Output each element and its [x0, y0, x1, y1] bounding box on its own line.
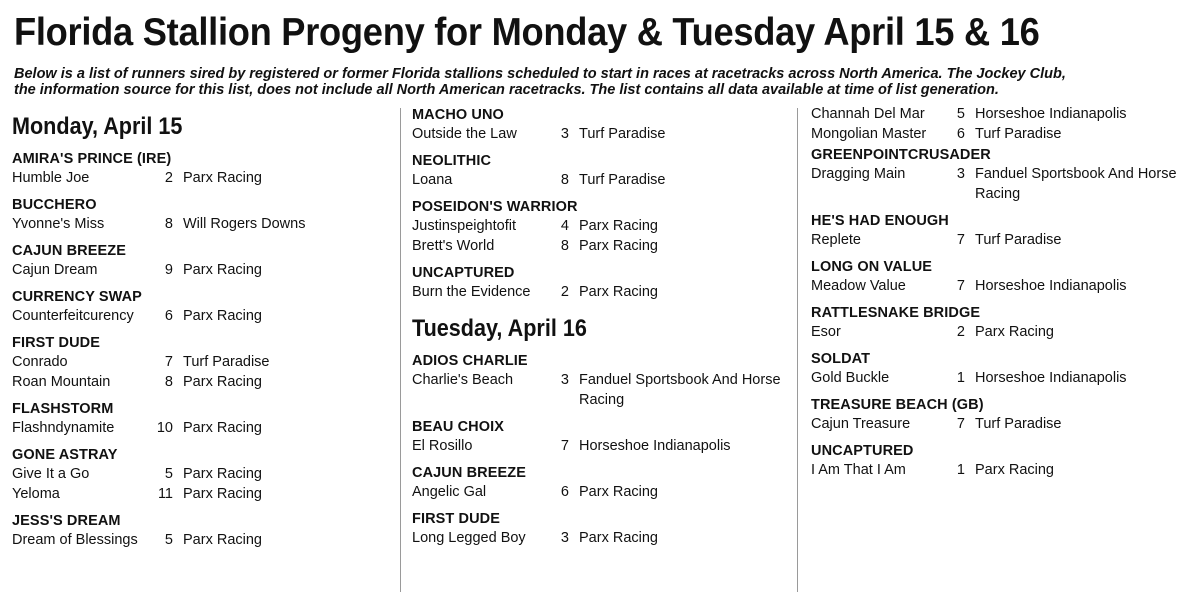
sire-group — [811, 212, 1191, 250]
runner-row — [412, 216, 782, 236]
day-heading-monday: Monday, April 15 — [12, 113, 183, 140]
horse-name: Yeloma — [12, 486, 60, 502]
sire-group — [412, 464, 782, 502]
horse-name: Esor — [811, 324, 841, 340]
horse-name: Humble Joe — [12, 170, 90, 186]
sire-name: UNCAPTURED — [811, 443, 914, 459]
race-number: 6 — [164, 308, 173, 324]
runner-row — [12, 464, 392, 484]
track-name: Parx Racing — [579, 484, 658, 500]
runner-row — [412, 282, 782, 302]
runner-row — [12, 530, 392, 550]
sire-name: LONG ON VALUE — [811, 259, 933, 275]
intro-line-2: the information source for this list, does not include all North American racetracks. The list contains all data available at time of list generation. — [14, 82, 999, 98]
runner-row — [412, 482, 782, 502]
track-name: Parx Racing — [183, 170, 262, 186]
sire-name: NEOLITHIC — [412, 153, 492, 169]
track-name: Horseshoe Indianapolis — [579, 438, 731, 454]
race-number: 4 — [560, 218, 569, 234]
sire-list — [12, 150, 392, 550]
horse-name: Roan Mountain — [12, 374, 111, 390]
race-number: 2 — [956, 324, 965, 340]
sire-group — [412, 418, 782, 456]
horse-name: Dragging Main — [811, 166, 906, 182]
track-name: Parx Racing — [183, 486, 262, 502]
sire-group — [12, 288, 392, 326]
track-name: Turf Paradise — [579, 126, 666, 142]
race-number: 3 — [956, 166, 965, 182]
horse-name: Cajun Dream — [12, 262, 98, 278]
sire-name: HE'S HAD ENOUGH — [811, 213, 949, 229]
sire-name: CAJUN BREEZE — [412, 465, 526, 481]
race-number: 7 — [164, 354, 173, 370]
horse-name: Yvonne's Miss — [12, 216, 105, 232]
runner-row — [12, 352, 392, 372]
runner-row — [811, 276, 1191, 296]
horse-name: Outside the Law — [412, 126, 517, 142]
race-number: 7 — [560, 438, 569, 454]
sire-name: BUCCHERO — [12, 197, 97, 213]
track-name: Parx Racing — [183, 262, 262, 278]
race-number: 1 — [956, 462, 965, 478]
sire-name: AMIRA'S PRINCE (IRE) — [12, 151, 172, 167]
track-name: Parx Racing — [579, 218, 658, 234]
horse-name: Brett's World — [412, 238, 495, 254]
track-name: Parx Racing — [975, 324, 1054, 340]
horse-name: Dream of Blessings — [12, 532, 138, 548]
horse-name: Channah Del Mar — [811, 106, 925, 122]
sire-group — [412, 198, 782, 256]
sire-name: ADIOS CHARLIE — [412, 353, 528, 369]
track-name: Fanduel Sportsbook And Horse Racing — [579, 372, 781, 408]
runner-row — [412, 436, 782, 456]
horse-name: Long Legged Boy — [412, 530, 526, 546]
runner-row — [12, 168, 392, 188]
horse-name: Give It a Go — [12, 466, 90, 482]
sire-name: RATTLESNAKE BRIDGE — [811, 305, 981, 321]
sire-group — [412, 352, 782, 410]
sire-group — [811, 396, 1191, 434]
track-name: Horseshoe Indianapolis — [975, 370, 1127, 386]
race-number: 3 — [560, 126, 569, 142]
track-name: Horseshoe Indianapolis — [975, 106, 1127, 122]
runner-row — [12, 260, 392, 280]
horse-name: El Rosillo — [412, 438, 473, 454]
track-name: Parx Racing — [579, 284, 658, 300]
track-name: Parx Racing — [183, 532, 262, 548]
race-number: 2 — [164, 170, 173, 186]
runner-row — [412, 370, 782, 410]
race-number: 3 — [560, 372, 569, 388]
sire-list — [811, 146, 1191, 480]
horse-name: Angelic Gal — [412, 484, 487, 500]
sire-group — [412, 510, 782, 548]
track-name: Turf Paradise — [975, 416, 1062, 432]
race-number: 6 — [560, 484, 569, 500]
horse-name: Conrado — [12, 354, 68, 370]
race-number: 8 — [164, 374, 173, 390]
sire-group — [12, 446, 392, 504]
day-heading-tuesday: Tuesday, April 16 — [412, 315, 587, 342]
horse-name: Justinspeightofit — [412, 218, 516, 234]
runner-row — [12, 418, 392, 438]
race-number: 8 — [560, 172, 569, 188]
horse-name: Loana — [412, 172, 453, 188]
runner-row — [12, 372, 392, 392]
sire-group — [12, 150, 392, 188]
page-title: Florida Stallion Progeny for Monday & Tuesday April 15 & 16 — [14, 11, 1040, 54]
sire-group — [811, 146, 1191, 204]
track-name: Turf Paradise — [975, 232, 1062, 248]
horse-name: Meadow Value — [811, 278, 906, 294]
runner-row — [412, 236, 782, 256]
sire-name: POSEIDON'S WARRIOR — [412, 199, 578, 215]
sire-name: FIRST DUDE — [12, 335, 100, 351]
sire-name: CAJUN BREEZE — [12, 243, 126, 259]
sire-group — [412, 152, 782, 190]
horse-name: Mongolian Master — [811, 126, 927, 142]
runner-row — [811, 104, 1191, 124]
runner-row — [811, 124, 1191, 144]
sire-name: CURRENCY SWAP — [12, 289, 142, 305]
runner-row — [811, 164, 1191, 204]
runner-row — [12, 306, 392, 326]
race-number: 8 — [560, 238, 569, 254]
sire-group — [811, 442, 1191, 480]
track-name: Turf Paradise — [579, 172, 666, 188]
race-number: 9 — [164, 262, 173, 278]
race-number: 2 — [560, 284, 569, 300]
column-3 — [811, 104, 1191, 594]
horse-name: Replete — [811, 232, 861, 248]
horse-name: Counterfeitcurency — [12, 308, 134, 324]
track-name: Will Rogers Downs — [183, 216, 306, 232]
runner-row — [811, 414, 1191, 434]
track-name: Parx Racing — [183, 466, 262, 482]
race-number: 7 — [956, 278, 965, 294]
sire-group — [12, 512, 392, 550]
race-number: 6 — [956, 126, 965, 142]
sire-name: UNCAPTURED — [412, 265, 515, 281]
horse-name: Burn the Evidence — [412, 284, 531, 300]
runner-row — [811, 230, 1191, 250]
runner-row — [811, 368, 1191, 388]
sire-group — [12, 400, 392, 438]
sire-name: BEAU CHOIX — [412, 419, 505, 435]
track-name: Parx Racing — [579, 530, 658, 546]
runner-row — [811, 322, 1191, 342]
runner-row — [412, 170, 782, 190]
sire-name: GREENPOINTCRUSADER — [811, 147, 991, 163]
race-number: 7 — [956, 232, 965, 248]
race-number: 1 — [956, 370, 965, 386]
track-name: Parx Racing — [975, 462, 1054, 478]
track-name: Parx Racing — [183, 308, 262, 324]
sire-name: FIRST DUDE — [412, 511, 500, 527]
column-divider — [400, 108, 401, 592]
runner-row — [412, 528, 782, 548]
sire-group — [811, 350, 1191, 388]
sire-group — [12, 242, 392, 280]
sire-name: MACHO UNO — [412, 107, 504, 123]
race-number: 5 — [164, 466, 173, 482]
race-number: 5 — [164, 532, 173, 548]
runner-row — [12, 484, 392, 504]
column-2 — [412, 104, 782, 594]
race-number: 7 — [956, 416, 965, 432]
intro-line-1: Below is a list of runners sired by registered or former Florida stallions scheduled to start in races at racetracks across North America. The Jockey Club, — [14, 66, 1066, 82]
sire-name: SOLDAT — [811, 351, 871, 367]
track-name: Parx Racing — [579, 238, 658, 254]
sire-group — [412, 264, 782, 302]
sire-list — [412, 352, 782, 548]
sire-group — [811, 258, 1191, 296]
horse-name: Cajun Treasure — [811, 416, 911, 432]
track-name: Fanduel Sportsbook And Horse Racing — [975, 166, 1177, 202]
sire-name: JESS'S DREAM — [12, 513, 121, 529]
sire-group — [12, 334, 392, 392]
sire-name: GONE ASTRAY — [12, 447, 118, 463]
runner-row — [412, 124, 782, 144]
race-number: 5 — [956, 106, 965, 122]
track-name: Parx Racing — [183, 374, 262, 390]
horse-name: I Am That I Am — [811, 462, 906, 478]
sire-group — [412, 106, 782, 144]
horse-name: Charlie's Beach — [412, 372, 514, 388]
sire-list — [412, 106, 782, 302]
horse-name: Flashndynamite — [12, 420, 115, 436]
sire-name: FLASHSTORM — [12, 401, 114, 417]
sire-group — [12, 196, 392, 234]
column-divider — [797, 108, 798, 592]
intro-text — [14, 66, 1194, 98]
sire-name: TREASURE BEACH (GB) — [811, 397, 984, 413]
track-name: Turf Paradise — [183, 354, 270, 370]
track-name: Parx Racing — [183, 420, 262, 436]
track-name: Turf Paradise — [975, 126, 1062, 142]
race-number: 3 — [560, 530, 569, 546]
sire-group — [811, 304, 1191, 342]
runner-row — [811, 460, 1191, 480]
horse-name: Gold Buckle — [811, 370, 890, 386]
runner-row — [12, 214, 392, 234]
race-number: 10 — [156, 420, 173, 436]
continued-runner-list — [811, 104, 1191, 144]
column-1 — [12, 104, 392, 594]
race-number: 11 — [157, 486, 173, 502]
race-number: 8 — [164, 216, 173, 232]
track-name: Horseshoe Indianapolis — [975, 278, 1127, 294]
